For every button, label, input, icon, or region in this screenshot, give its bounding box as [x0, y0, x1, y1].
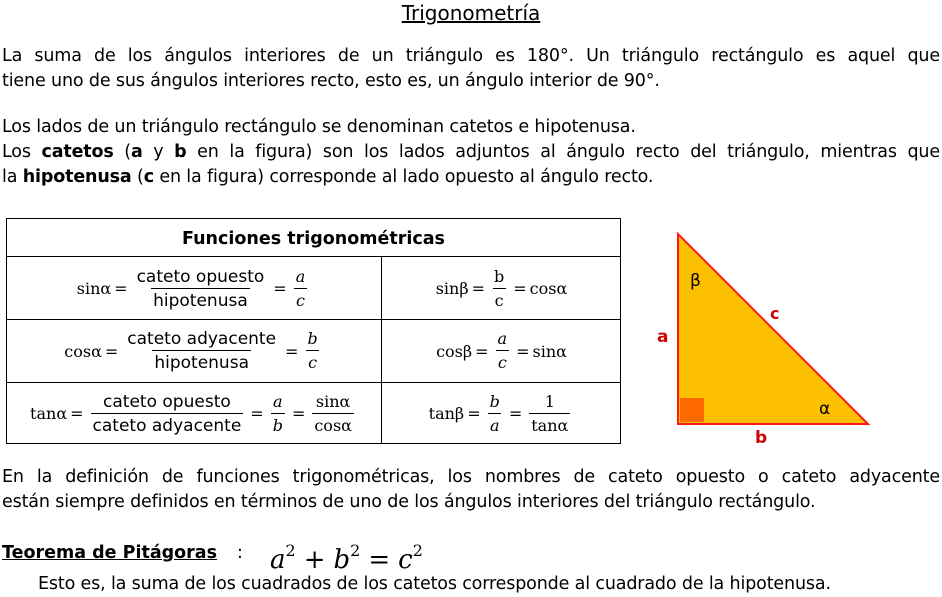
term-catetos: catetos: [41, 142, 114, 162]
page-title: Trigonometría: [401, 1, 541, 25]
formula-tan-alpha: tanα = $\frac{\text{cateto opuesto}}{\text{cateto adyacente}}$ = $\frac{a}{b}$ = $\frac{\sin\alpha}{\cos\alpha}$: [30, 391, 352, 436]
formula-cos-beta: cosβ = $\frac{a}{c}$ = sinα: [436, 329, 567, 372]
paragraph-definition: [2, 465, 940, 515]
triangle-shape: [678, 234, 868, 424]
term-hipotenusa: hipotenusa: [22, 167, 132, 187]
paragraph-line: En la definición de funciones trigonométricas, los nombres de cateto opuesto o cateto adyacente: [2, 467, 940, 487]
pythagoras-label: Teorema de Pitágoras: [2, 543, 218, 563]
formula-sin-alpha: sinα = $\frac{\text{cateto opuesto}}{\text{hipotenusa}}$ = $\frac{a}{c}$: [76, 266, 306, 311]
formula-cos-alpha: cosα = $\frac{\text{cateto adyacente}}{\text{hipotenusa}}$ = $\frac{b}{c}$: [64, 329, 318, 373]
right-triangle-figure: [657, 224, 880, 449]
label-side-c: c: [770, 304, 780, 323]
right-angle-marker: [680, 398, 704, 422]
table-header: Funciones trigonométricas: [7, 219, 620, 257]
paragraph-line: están siempre definidos en términos de uno de los ángulos interiores del triángulo rectángulo.: [2, 492, 816, 512]
paragraph-line: Los lados de un triángulo rectángulo se denominan catetos e hipotenusa.: [2, 117, 636, 137]
term-b: b: [174, 142, 187, 162]
term-c: c: [143, 167, 154, 187]
formula-tan-beta: tanβ = $\frac{b}{a}$ = $\frac{1}{\tan\alpha}$: [428, 391, 569, 435]
paragraph-angles: [2, 44, 940, 94]
pythagoras-equation: $a^2 + b^2 = c^2$: [270, 541, 423, 575]
paragraph-sides: [2, 115, 940, 190]
paragraph-line: La suma de los ángulos interiores de un triángulo es 180°. Un triángulo rectángulo es aquel que: [2, 46, 940, 66]
label-side-b: b: [755, 428, 768, 448]
term-a: a: [130, 142, 143, 162]
label-alpha: α: [819, 399, 831, 419]
label-side-a: a: [657, 327, 669, 347]
trig-functions-table: [6, 218, 621, 444]
formula-sin-beta: sinβ = $\frac{b}{c}$ = cosα: [435, 266, 568, 310]
pythagoras-explanation: Esto es, la suma de los cuadrados de los catetos corresponde al cuadrado de la hipotenusa.: [38, 574, 831, 594]
paragraph-line: la hipotenusa (c en la figura) corresponde al lado opuesto al ángulo recto.: [2, 167, 654, 187]
paragraph-line: Los catetos (a y b en la figura) son los lados adjuntos al ángulo recto del triángulo, mientras que: [2, 142, 940, 162]
label-beta: β: [690, 271, 701, 291]
pythagoras-colon: :: [237, 543, 243, 563]
paragraph-line: tiene uno de sus ángulos interiores recto, esto es, un ángulo interior de 90°.: [2, 71, 660, 91]
